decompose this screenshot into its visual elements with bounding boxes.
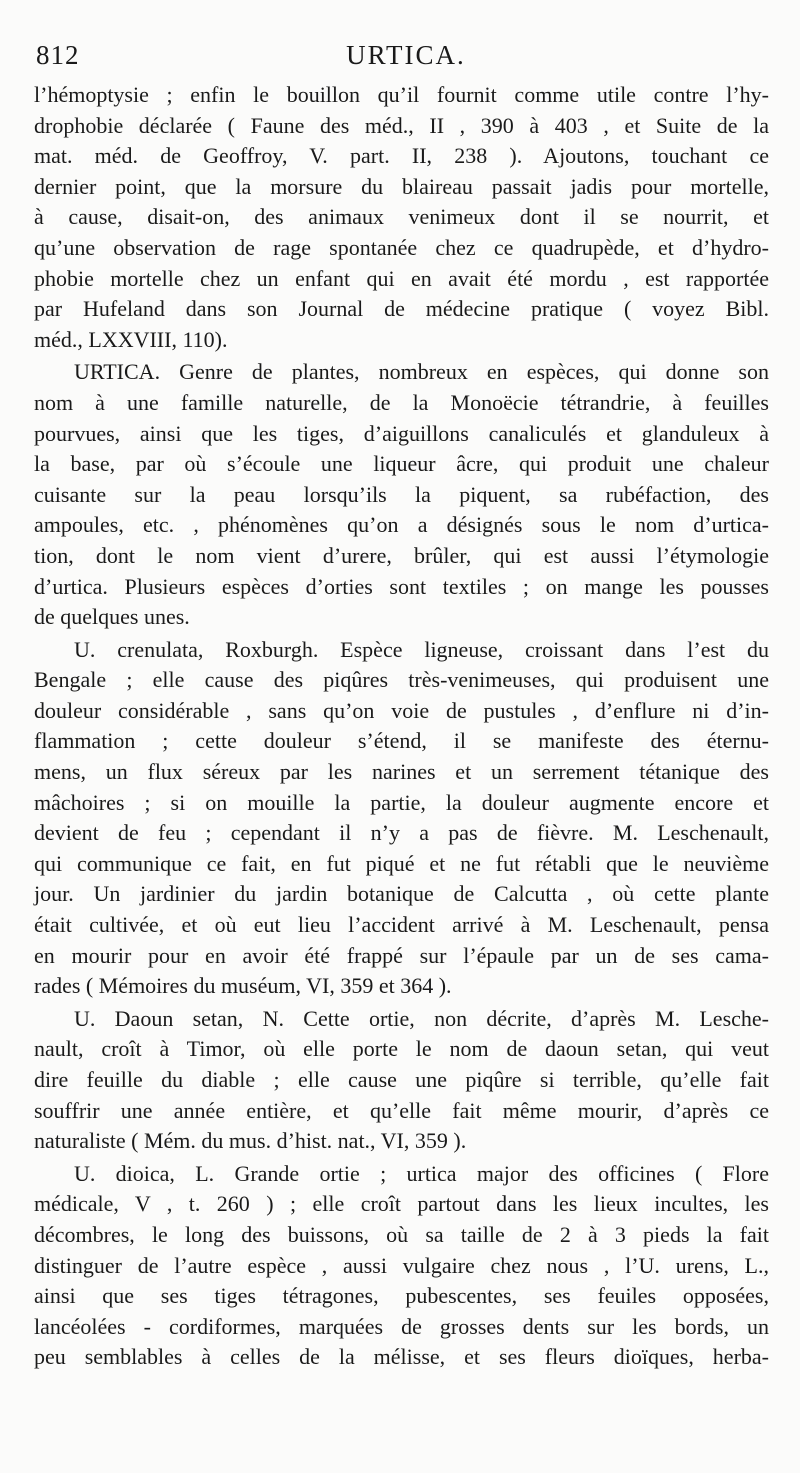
text-line: drophobie déclarée ( Faune des méd., II , 390 à 403 , et Suite de la bbox=[34, 112, 769, 138]
text-line: mat. méd. de Geoffroy, V. part. II, 238 ). Ajoutons, touchant ce bbox=[34, 143, 769, 169]
text-line: souffrir une année entière, et qu’elle fait même mourir, d’après ce bbox=[34, 1097, 769, 1123]
paragraph bbox=[34, 1159, 769, 1373]
text-line: U. Daoun setan, N. Cette ortie, non décrite, d’après M. Lesche- bbox=[74, 1005, 769, 1031]
text-line: nault, croît à Timor, où elle porte le nom de daoun setan, qui veut bbox=[34, 1036, 769, 1062]
page-header bbox=[36, 40, 776, 80]
text-line: d’urtica. Plusieurs espèces d’orties sont textiles ; on mange les pousses bbox=[34, 573, 769, 599]
text-line: l’hémoptysie ; enfin le bouillon qu’il fournit comme utile contre l’hy- bbox=[34, 82, 769, 107]
text-line: à cause, disait-on, des animaux venimeux dont il se nourrit, et bbox=[34, 204, 769, 230]
text-line: ainsi que ses tiges tétragones, pubescentes, ses feuiles opposées, bbox=[34, 1283, 769, 1309]
text-line: ampoules, etc. , phénomènes qu’on a désignés sous le nom d’urtica- bbox=[34, 512, 769, 538]
text-line: qu’une observation de rage spontanée chez ce quadrupède, et d’hydro- bbox=[34, 234, 769, 260]
text-line: la base, par où s’écoule une liqueur âcre, qui produit une chaleur bbox=[34, 451, 769, 477]
text-line: peu semblables à celles de la mélisse, et ses fleurs dioïques, herba- bbox=[34, 1344, 769, 1370]
text-line: flammation ; cette douleur s’étend, il se manifeste des éternu- bbox=[34, 728, 769, 754]
text-line: lancéolées - cordiformes, marquées de grosses dents sur les bords, un bbox=[34, 1313, 769, 1339]
text-line: cuisante sur la peau lorsqu’ils la piquent, sa rubéfaction, des bbox=[34, 481, 769, 507]
text-line: U. crenulata, Roxburgh. Espèce ligneuse, croissant dans l’est du bbox=[74, 636, 769, 662]
paragraph bbox=[34, 80, 769, 355]
running-head: URTICA. bbox=[346, 40, 466, 70]
text-line: méd., LXXVIII, 110). bbox=[34, 326, 228, 352]
text-line: rades ( Mémoires du muséum, VI, 359 et 364 ). bbox=[34, 973, 452, 999]
text-line: par Hufeland dans son Journal de médecine pratique ( voyez Bibl. bbox=[34, 296, 769, 322]
text-line: décombres, le long des buissons, où sa taille de 2 à 3 pieds la fait bbox=[34, 1221, 769, 1247]
text-line: dernier point, que la morsure du blaireau passait jadis pour mortelle, bbox=[34, 173, 769, 199]
text-line: douleur considérable , sans qu’on voie de pustules , d’enflure ni d’in- bbox=[34, 697, 769, 723]
text-line: mâchoires ; si on mouille la partie, la douleur augmente encore et bbox=[34, 789, 769, 815]
text-line: dire feuille du diable ; elle cause une piqûre si terrible, qu’elle fait bbox=[34, 1067, 769, 1092]
text-line: tion, dont le nom vient d’urere, brûler, qui est aussi l’étymologie bbox=[34, 542, 769, 568]
page-number: 812 bbox=[36, 40, 80, 70]
text-line: distinguer de l’autre espèce , aussi vulgaire chez nous , l’U. urens, L., bbox=[34, 1252, 769, 1278]
text-line: pourvues, ainsi que les tiges, d’aiguillons canaliculés et glanduleux à bbox=[34, 420, 769, 446]
text-line: médicale, V , t. 260 ) ; elle croît partout dans les lieux incultes, les bbox=[34, 1191, 769, 1217]
text-line: de quelques unes. bbox=[34, 604, 190, 630]
text-line: en mourir pour en avoir été frappé sur l’épaule par un de ses cama- bbox=[34, 942, 769, 968]
text-line: nom à une famille naturelle, de la Monoëcie tétrandrie, à feuilles bbox=[34, 389, 769, 415]
paragraph bbox=[34, 357, 769, 632]
body-text bbox=[34, 80, 769, 1373]
paragraph bbox=[34, 635, 769, 1002]
text-line: qui communique ce fait, en fut piqué et ne fut rétabli que le neuvième bbox=[34, 850, 769, 876]
text-line: U. dioica, L. Grande ortie ; urtica major des officines ( Flore bbox=[74, 1160, 769, 1186]
paragraph bbox=[34, 1004, 769, 1157]
text-line: jour. Un jardinier du jardin botanique de Calcutta , où cette plante bbox=[34, 881, 769, 907]
text-line: devient de feu ; cependant il n’y a pas de fièvre. M. Leschenault, bbox=[34, 820, 769, 846]
text-line: Bengale ; elle cause des piqûres très-venimeuses, qui produisent une bbox=[34, 667, 769, 693]
text-line: était cultivée, et où eut lieu l’accident arrivé à M. Leschenault, pensa bbox=[34, 912, 769, 938]
text-line: URTICA. Genre de plantes, nombreux en espèces, qui donne son bbox=[74, 359, 769, 385]
text-line: phobie mortelle chez un enfant qui en avait été mordu , est rapportée bbox=[34, 265, 769, 291]
text-line: mens, un flux séreux par les narines et un serrement tétanique des bbox=[34, 759, 769, 785]
text-line: naturaliste ( Mém. du mus. d’hist. nat., VI, 359 ). bbox=[34, 1128, 467, 1154]
